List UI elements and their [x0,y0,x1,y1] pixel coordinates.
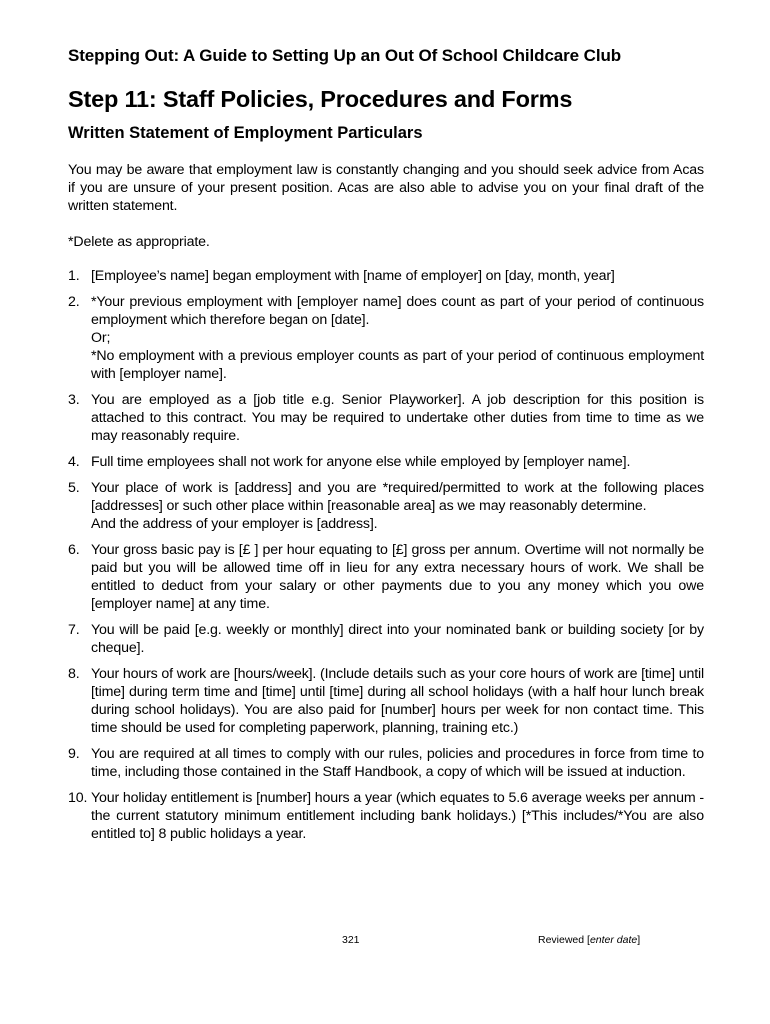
clause-number: 7. [68,622,80,638]
guide-title: Stepping Out: A Guide to Setting Up an Out Of School Childcare Club [68,46,622,65]
document-body [68,161,704,851]
clause-number: 9. [68,746,80,762]
clause-number: 1. [68,268,80,284]
clause-text: Your place of work is [address] and you are *required/permitted to work at the following places [addresses] or such other place within [reasonable area] as we may reasonably determine. [91,480,704,514]
intro-paragraph: You may be aware that employment law is constantly changing and you should seek advice from Acas if you are unsure of your present position. Acas are also able to advise you on your final draft of the written statement. [68,162,704,214]
clause-number: 8. [68,666,80,682]
clause-4 [68,453,704,471]
clause-text: You are employed as a [job title e.g. Senior Playworker]. A job description for this position is attached to this contract. You may be required to undertake other duties from time to time as we may reasonably require. [91,392,704,444]
clause-9 [68,745,704,781]
clause-number: 2. [68,294,80,310]
or-label: Or; [91,330,111,346]
reviewed-date-placeholder: enter date [589,934,638,946]
clause-text: You are required at all times to comply with our rules, policies and procedures in force from time to time, including those contained in the Staff Handbook, a copy of which will be issued at induction. [91,746,704,780]
clause-number: 10. [68,790,88,806]
clause-3 [68,391,704,445]
clause-text: *Your previous employment with [employer name] does count as part of your period of continuous employment which therefore began on [date]. [91,294,704,328]
clause-alternative-text: *No employment with a previous employer counts as part of your period of continuous employment with [employer name]. [91,348,704,382]
clause-text: Your hours of work are [hours/week]. (Include details such as your core hours of work are [time] until [time] during term time and [time] until [time] during all school holidays (with a half hour lunch break during school holidays). You are also paid for [number] hours per week for non contact time. This time should be used for completing paperwork, planning, training etc.) [91,666,704,736]
page-number: 321 [342,934,360,946]
delete-note: *Delete as appropriate. [68,234,210,250]
clause-text: You will be paid [e.g. weekly or monthly] direct into your nominated bank or building society [or by cheque]. [91,622,704,656]
clause-7 [68,621,704,657]
clause-5 [68,479,704,533]
clause-number: 6. [68,542,80,558]
clause-text: Full time employees shall not work for anyone else while employed by [employer name]. [91,454,631,470]
clause-6 [68,541,704,613]
reviewed-bracket: ] [637,934,641,946]
clause-list [68,267,704,843]
clause-number: 4. [68,454,80,470]
clause-10 [68,789,704,843]
clause-number: 3. [68,392,80,408]
clause-8 [68,665,704,737]
clause-extra-text: And the address of your employer is [address]. [91,516,378,532]
step-title: Step 11: Staff Policies, Procedures and Forms [68,86,573,112]
clause-2 [68,293,704,383]
clause-number: 5. [68,480,80,496]
reviewed-label: Reviewed [ [538,934,590,946]
clause-text: [Employee’s name] began employment with [name of employer] on [day, month, year] [91,268,615,284]
clause-1 [68,267,704,285]
section-title: Written Statement of Employment Particulars [68,124,423,142]
clause-text: Your gross basic pay is [£ ] per hour equating to [£] gross per annum. Overtime will not normally be paid but you will be allowed time off in lieu for any extra necessary hours of work. We shall be entitled to deduct from your salary or other payments due to you any money which you owe [employer name] at any time. [91,542,704,612]
clause-text: Your holiday entitlement is [number] hours a year (which equates to 5.6 average weeks per annum - the current statutory minimum entitlement including bank holidays.) [*This includes/*You are also entitled to] 8 public holidays a year. [91,790,704,842]
reviewed-date [538,934,640,946]
